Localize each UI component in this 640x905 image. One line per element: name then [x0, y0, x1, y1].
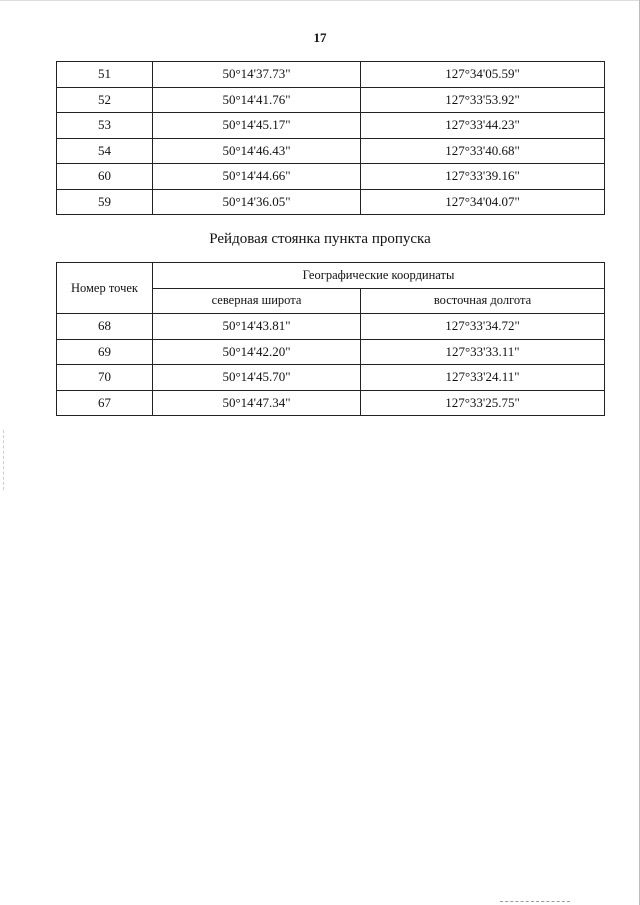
- scan-edge-top: [0, 0, 640, 1]
- coordinates-table-continued: [56, 61, 605, 215]
- anchorage-coordinates-table: [56, 262, 605, 416]
- longitude-cell: 127°33'33.11": [361, 339, 605, 365]
- latitude-cell: 50°14'42.20": [153, 339, 361, 365]
- latitude-cell: 50°14'41.76": [153, 87, 361, 113]
- point-number-cell: 70: [57, 365, 153, 391]
- point-number-cell: 54: [57, 138, 153, 164]
- table-header-row: [57, 263, 605, 289]
- section-title: Рейдовая стоянка пункта пропуска: [209, 231, 431, 247]
- page-number: 17: [313, 30, 327, 45]
- table-row: [57, 189, 605, 215]
- longitude-cell: 127°33'39.16": [361, 164, 605, 190]
- longitude-cell: 127°33'40.68": [361, 138, 605, 164]
- latitude-cell: 50°14'45.17": [153, 113, 361, 139]
- table-row: [57, 164, 605, 190]
- latitude-cell: 50°14'37.73": [153, 62, 361, 88]
- point-number-cell: 59: [57, 189, 153, 215]
- longitude-cell: 127°33'25.75": [361, 390, 605, 416]
- table-row: [57, 314, 605, 340]
- header-geographic-coordinates: Географические координаты: [153, 263, 605, 289]
- latitude-cell: 50°14'46.43": [153, 138, 361, 164]
- longitude-cell: 127°34'04.07": [361, 189, 605, 215]
- table-row: [57, 62, 605, 88]
- table-row: [57, 365, 605, 391]
- point-number-cell: 68: [57, 314, 153, 340]
- scan-mark-left: [3, 430, 5, 490]
- header-east-longitude: восточная долгота: [361, 288, 605, 314]
- longitude-cell: 127°33'53.92": [361, 87, 605, 113]
- longitude-cell: 127°33'34.72": [361, 314, 605, 340]
- table-row: [57, 138, 605, 164]
- latitude-cell: 50°14'43.81": [153, 314, 361, 340]
- table-row: [57, 390, 605, 416]
- point-number-cell: 60: [57, 164, 153, 190]
- table-row: [57, 87, 605, 113]
- latitude-cell: 50°14'47.34": [153, 390, 361, 416]
- table-row: [57, 113, 605, 139]
- point-number-cell: 69: [57, 339, 153, 365]
- longitude-cell: 127°34'05.59": [361, 62, 605, 88]
- latitude-cell: 50°14'45.70": [153, 365, 361, 391]
- table-row: [57, 339, 605, 365]
- point-number-cell: 67: [57, 390, 153, 416]
- longitude-cell: 127°33'24.11": [361, 365, 605, 391]
- latitude-cell: 50°14'36.05": [153, 189, 361, 215]
- header-north-latitude: северная широта: [153, 288, 361, 314]
- scan-mark-bottom: [500, 901, 570, 904]
- point-number-cell: 52: [57, 87, 153, 113]
- latitude-cell: 50°14'44.66": [153, 164, 361, 190]
- point-number-cell: 53: [57, 113, 153, 139]
- point-number-cell: 51: [57, 62, 153, 88]
- header-point-number: Номер точек: [57, 263, 153, 314]
- longitude-cell: 127°33'44.23": [361, 113, 605, 139]
